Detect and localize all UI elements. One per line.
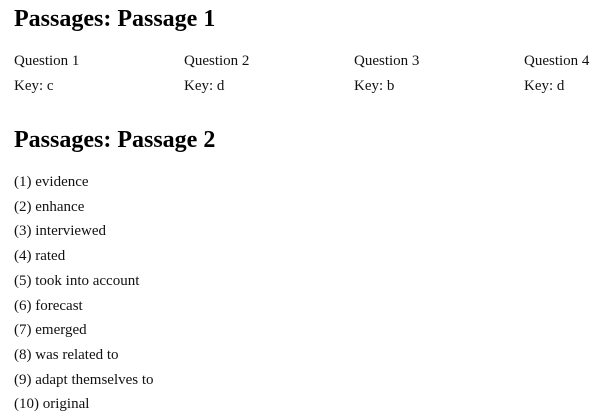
question-label: Question 2 xyxy=(184,53,250,69)
answer-key: Key: b xyxy=(354,78,395,94)
list-item: (10) original xyxy=(14,396,90,413)
list-item: (6) forecast xyxy=(14,297,83,314)
list-item: (7) emerged xyxy=(14,322,87,339)
list-item: (2) enhance xyxy=(14,198,85,215)
passage-2-title: Passages: Passage 2 xyxy=(14,127,216,153)
question-column xyxy=(184,49,334,99)
passage-1-title: Passages: Passage 1 xyxy=(14,6,216,32)
question-column xyxy=(354,49,504,99)
passage-2-answer-list xyxy=(14,170,154,417)
answer-key: Key: c xyxy=(14,78,54,94)
list-item: (9) adapt themselves to xyxy=(14,371,154,388)
list-item: (3) interviewed xyxy=(14,223,107,240)
question-label: Question 3 xyxy=(354,53,420,69)
list-item: (4) rated xyxy=(14,248,66,265)
question-label: Question 4 xyxy=(524,53,590,69)
answer-key: Key: d xyxy=(184,78,225,94)
question-column xyxy=(524,49,600,99)
answer-key: Key: d xyxy=(524,78,565,94)
question-label: Question 1 xyxy=(14,53,80,69)
question-column xyxy=(14,49,164,99)
list-item: (1) evidence xyxy=(14,174,89,190)
list-item: (5) took into account xyxy=(14,272,140,289)
list-item: (8) was related to xyxy=(14,346,119,363)
